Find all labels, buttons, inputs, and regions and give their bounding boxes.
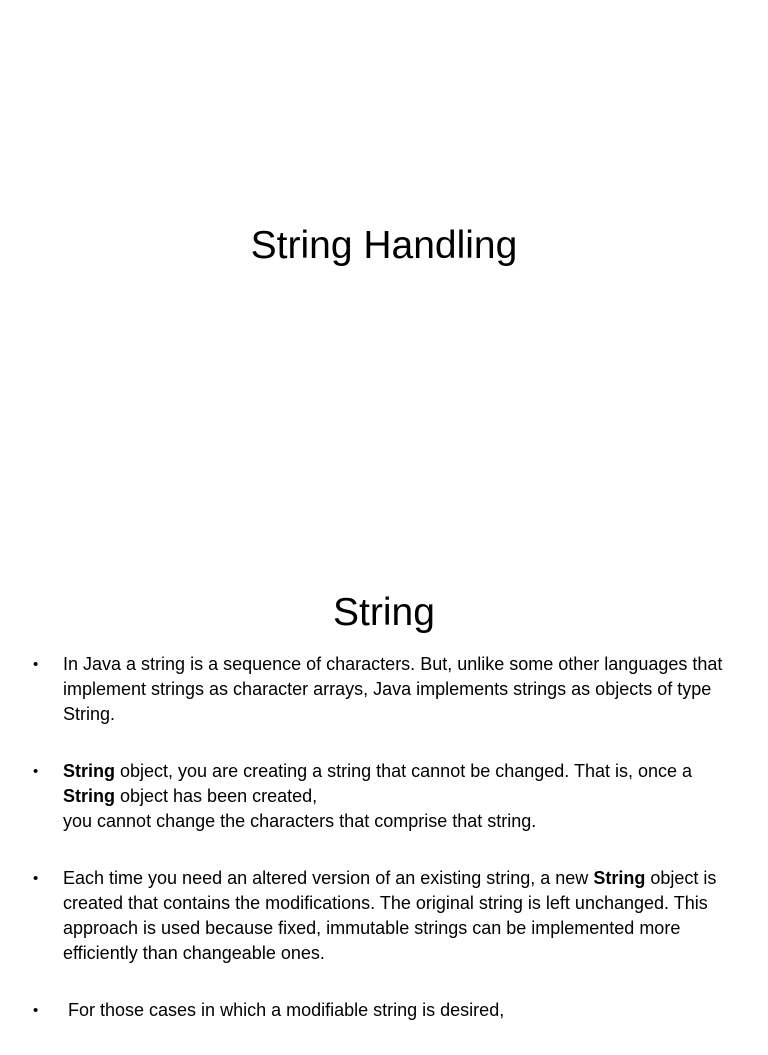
bullet-dot-icon: • — [33, 656, 39, 673]
bullet-dot-icon: • — [33, 763, 39, 780]
bullet-text-segment: object is created that contains the modifications. The original string is left unchanged. This approach is used because fixed, immutable strings can be implemented more efficiently than changeable ones. — [63, 868, 717, 963]
bullet-list — [0, 652, 768, 1055]
bullet-text-segment: you cannot change the characters that comprise that string. — [63, 811, 537, 831]
bullet-text — [63, 868, 716, 963]
slide-title-string: String — [333, 591, 435, 634]
bullet-text — [68, 1000, 504, 1020]
bullet-text-bold: String — [593, 868, 646, 888]
bullet-text-segment: object, you are creating a string that cannot be changed. That is, once a — [115, 761, 693, 781]
bullet-text — [63, 654, 722, 724]
bullet-item — [0, 652, 768, 727]
bullet-text-segment: In Java a string is a sequence of characters. But, unlike some other languages that implement strings as character arrays, Java implements strings as objects of type String. — [63, 654, 723, 724]
bullet-text-segment: object has been created, — [115, 786, 318, 806]
bullet-dot-icon: • — [33, 1002, 39, 1019]
bullet-item — [0, 759, 768, 834]
bullet-text — [63, 761, 692, 831]
bullet-text-segment: For those cases in which a modifiable string is desired, — [68, 1000, 505, 1020]
bullet-text-bold: String — [63, 786, 115, 806]
bullet-item — [0, 998, 768, 1023]
bullet-text-segment: Each time you need an altered version of an existing string, a new — [63, 868, 594, 888]
bullet-text-bold: String — [63, 761, 115, 781]
bullet-item — [0, 866, 768, 966]
slide-title-string-handling: String Handling — [250, 224, 518, 267]
bullet-dot-icon: • — [33, 870, 39, 887]
